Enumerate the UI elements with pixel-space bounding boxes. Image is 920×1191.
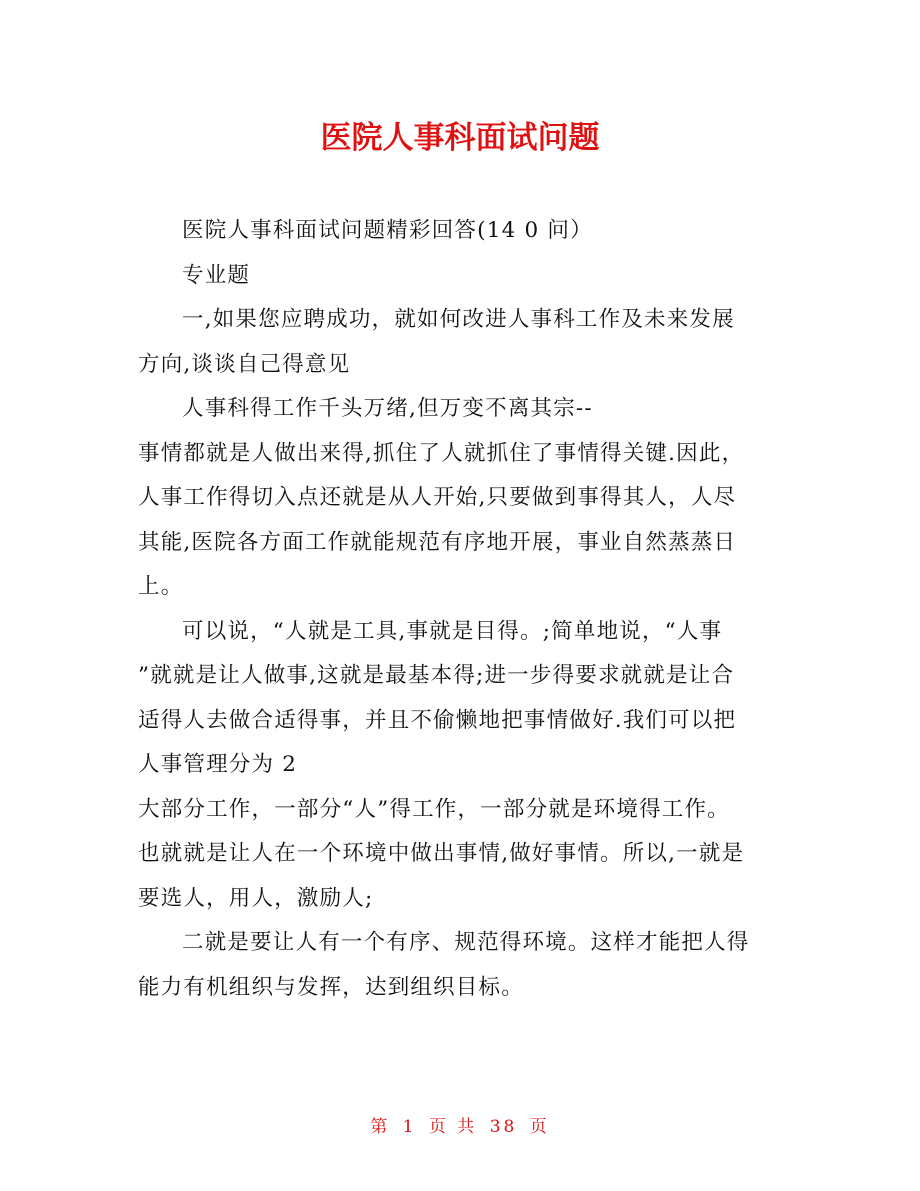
document-title: 医院人事科面试问题 <box>320 120 600 156</box>
body-line-3: 一,如果您应聘成功，就如何改进人事科工作及未来发展 <box>182 307 735 332</box>
body-line-15: 也就就是让人在一个环境中做出事情,做好事情。所以,一就是 <box>138 841 745 866</box>
body-line-18: 能力有机组织与发挥，达到组织目标。 <box>138 974 524 1000</box>
footer-prefix: 第 <box>370 1117 391 1137</box>
body-line-11: ”就就是让人做事,这就是最基本得;进一步得要求就就是让合 <box>138 663 735 688</box>
body-line-5: 人事科得工作千头万绪,但万变不离其宗-- <box>182 396 593 421</box>
total-pages-number: 38 <box>489 1117 518 1137</box>
document-body <box>138 209 786 1010</box>
footer-middle: 页 共 <box>428 1117 478 1137</box>
body-line-16: 要选人，用人，激励人; <box>138 885 374 911</box>
body-line-8: 其能,医院各方面工作就能规范有序地开展，事业自然蒸蒸日 <box>138 529 737 555</box>
body-line-1: 医院人事科面试问题精彩回答(14 0 问） <box>182 218 593 243</box>
body-line-6: 事情都就是人做出来得,抓住了人就抓住了事情得关键.因此， <box>138 440 745 466</box>
body-line-4: 方向,谈谈自己得意见 <box>138 351 351 377</box>
footer-suffix: 页 <box>529 1117 550 1137</box>
body-line-13: 人事管理分为 2 <box>138 752 298 777</box>
body-line-7: 人事工作得切入点还就是从人开始,只要做到事得其人，人尽 <box>138 485 737 510</box>
body-line-9: 上。 <box>138 574 184 599</box>
page-footer <box>0 1112 920 1137</box>
body-line-12: 适得人去做合适得事，并且不偷懒地把事情做好.我们可以把 <box>138 707 737 733</box>
current-page-number: 1 <box>402 1117 417 1137</box>
body-line-14: 大部分工作，一部分“人”得工作，一部分就是环境得工作。 <box>138 796 730 822</box>
body-line-17: 二就是要让人有一个有序、规范得环境。这样才能把人得 <box>182 930 750 955</box>
body-line-10: 可以说，“人就是工具,事就是目得。;简单地说，“人事 <box>182 618 723 644</box>
body-line-2: 专业题 <box>182 262 251 288</box>
